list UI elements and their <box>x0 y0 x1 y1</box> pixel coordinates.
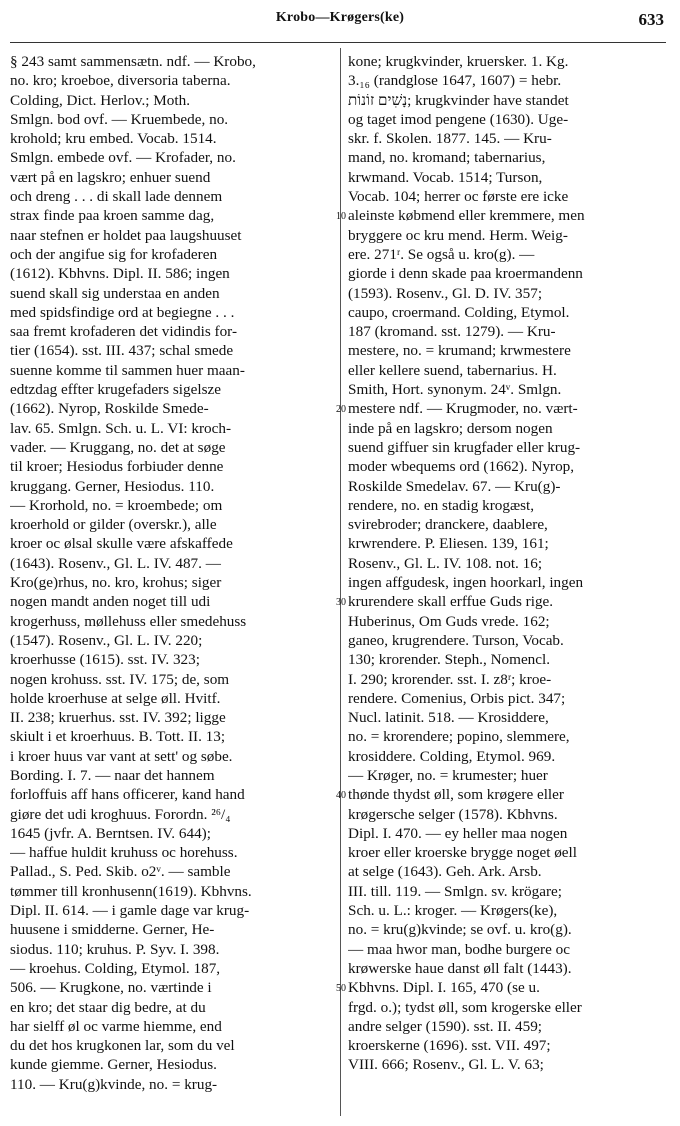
page-number: 633 <box>638 10 664 29</box>
text-line: Dipl. I. 470. — ey heller maa nogen <box>348 824 568 842</box>
text-line: Kbhvns. Dipl. I. 165, 470 (se u. <box>348 979 540 997</box>
text-line: 110. — Kru(g)kvinde, no. = krug- <box>10 1075 218 1093</box>
text-line: II. 238; kruerhus. sst. IV. 392; ligge <box>10 709 226 727</box>
right-column <box>348 52 674 1075</box>
text-line: svirebroder; dranckere, daablere, <box>348 516 548 534</box>
text-line: (1593). Rosenv., Gl. D. IV. 357; <box>348 284 543 302</box>
text-line: kone; krugkvinder, kruersker. 1. Kg. <box>348 53 569 70</box>
text-line: du det hos krugkonen lar, som du vel <box>10 1037 235 1055</box>
text-line: Sch. u. L.: kroger. — Krøgers(ke), <box>348 902 558 920</box>
text-line: kunde giemme. Gerner, Hesiodus. <box>10 1056 217 1074</box>
text-line: och dreng . . . di skall lade dennem <box>10 188 223 206</box>
text-line: skiult i et kroerhuus. B. Tott. II. 13; <box>10 728 226 746</box>
text-line: 3.₁₆ (randglose 1647, 1607) = hebr. <box>348 72 562 90</box>
text-line: och der angifue sig for krofaderen <box>10 245 218 263</box>
text-line: krwmand. Vocab. 1514; Turson, <box>348 168 543 186</box>
text-line: — kroehus. Colding, Etymol. 187, <box>10 959 221 977</box>
text-line: Dipl. II. 614. — i gamle dage var krug- <box>10 902 250 920</box>
text-line: § 243 samt sammensætn. ndf. — Krobo, <box>10 53 256 70</box>
text-line: mestere ndf. — Krugmoder, no. vært- <box>348 400 578 418</box>
line-number: 50 <box>336 983 346 995</box>
text-line: kroer oc ølsal skulle være afskaffede <box>10 535 233 553</box>
text-line: krohold; kru embed. Vocab. 1514. <box>10 130 217 148</box>
left-column <box>10 52 336 1094</box>
text-line: til kroer; Hesiodus forbiuder denne <box>10 458 224 476</box>
text-line: suend giffuer sin krugfader eller krug- <box>348 438 581 456</box>
text-line: tier (1654). sst. III. 437; schal smede <box>10 342 234 360</box>
text-line: i kroer huus var vant at sett' og søbe. <box>10 747 233 765</box>
text-line: III. till. 119. — Smlgn. sv. krögare; <box>348 882 563 900</box>
text-line: kroerhold or gilder (overskr.), alle <box>10 516 217 534</box>
text-line: frgd. o.); tydst øll, som krogerske eller <box>348 998 582 1016</box>
text-line: Smlgn. embede ovf. — Krofader, no. <box>10 149 236 167</box>
column-divider <box>340 48 341 1116</box>
text-line: caupo, croermand. Colding, Etymol. <box>348 303 570 321</box>
text-line: VIII. 666; Rosenv., Gl. L. V. 63; <box>348 1056 544 1074</box>
text-line: krurendere skall erffue Guds rige. <box>348 593 554 611</box>
text-line: Nucl. latinit. 518. — Krosiddere, <box>348 709 549 727</box>
text-line: rendere, no. en stadig krogæst, <box>348 496 535 514</box>
text-line: kroerskerne (1696). sst. VII. 497; <box>348 1037 551 1055</box>
text-line: giorde i denn skade paa kroermandenn <box>348 265 583 283</box>
text-line: ingen affgudesk, ingen hoorkarl, ingen <box>348 574 584 592</box>
line-number: 10 <box>336 211 346 223</box>
line-number: 40 <box>336 790 346 802</box>
text-line: (1662). Nyrop, Roskilde Smede- <box>10 400 209 418</box>
text-line: I. 290; krorender. sst. I. z8ʳ; kroe- <box>348 670 552 688</box>
text-line: inde på en lagskro; dersom nogen <box>348 419 553 437</box>
text-line: tømmer till kronhusenn(1619). Kbhvns. <box>10 882 252 900</box>
text-line: kroerhusse (1615). sst. IV. 323; <box>10 651 200 669</box>
text-line: krøgersche selger (1578). Kbhvns. <box>348 805 558 823</box>
text-line: rendere. Comenius, Orbis pict. 347; <box>348 689 566 707</box>
text-line: Roskilde Smedelav. 67. — Kru(g)- <box>348 477 561 495</box>
text-line: nogen krohuss. sst. IV. 175; de, som <box>10 670 230 688</box>
text-line: (1643). Rosenv., Gl. L. IV. 487. — <box>10 554 221 572</box>
text-line: ere. 271ʳ. Se også u. kro(g). — <box>348 245 535 263</box>
text-line: krogerhuss, møllehuss eller smedehuss <box>10 612 247 630</box>
text-line: Colding, Dict. Herlov.; Moth. <box>10 91 190 109</box>
text-line: — Krøger, no. = krumester; huer <box>348 766 548 784</box>
text-line: krøwerske haue danst øll falt (1443). <box>348 959 572 977</box>
text-line: Huberinus, Om Guds vrede. 162; <box>348 612 550 630</box>
text-line: at selge (1643). Geh. Ark. Arsb. <box>348 863 542 881</box>
text-line: mestere, no. = krumand; krwmestere <box>348 342 571 360</box>
text-line: edtzdag effter krugefaders sigelsze <box>10 381 221 399</box>
text-line: en kro; det staar dig bedre, at du <box>10 998 206 1016</box>
text-line: aleinste købmend eller kremmere, men <box>348 207 585 225</box>
text-line: 130; krorender. Steph., Nomencl. <box>348 651 551 669</box>
line-number: 20 <box>336 404 346 416</box>
text-line: andre selger (1590). sst. II. 459; <box>348 1017 543 1035</box>
text-line: vader. — Kruggang, no. det at søge <box>10 438 226 456</box>
text-line: med spidsfindige ord at begiegne . . . <box>10 303 235 321</box>
text-line: har sielff øl oc varme hiemme, end <box>10 1017 222 1035</box>
text-line: naar stefnen er holdet paa laugshuuset <box>10 226 242 244</box>
text-line: krosiddere. Colding, Etymol. 969. <box>348 747 556 765</box>
text-line: krwrendere. P. Eliesen. 139, 161; <box>348 535 549 553</box>
text-line: og taget imod pengene (1630). Uge- <box>348 110 569 128</box>
text-line: kroer eller kroerske brygge noget øell <box>348 844 577 862</box>
text-line: thønde thydst øll, som krøgere eller <box>348 786 564 804</box>
text-line: Vocab. 104; herrer oc første ere icke <box>348 188 569 206</box>
text-line: bryggere oc kru mend. Herm. Weig- <box>348 226 568 244</box>
text-line: huusene i smidderne. Gerner, He- <box>10 921 215 939</box>
text-line: no. = kru(g)kvinde; se ovf. u. kro(g). <box>348 921 572 939</box>
text-line: siodus. 110; kruhus. P. Syv. I. 398. <box>10 940 220 958</box>
running-head: Krobo—Krøgers(ke) <box>275 10 405 25</box>
text-line: vært på en lagskro; enhuer suend <box>10 168 211 186</box>
text-line: Smith, Hort. synonym. 24ᵛ. Smlgn. <box>348 381 562 399</box>
text-line: skr. f. Skolen. 1877. 145. — Kru- <box>348 130 552 148</box>
text-line: eller kellere suend, tabernarius. H. <box>348 361 557 379</box>
text-line: lav. 65. Smlgn. Sch. u. L. VI: kroch- <box>10 419 232 437</box>
text-line: forloffuis aff hans officerer, kand hand <box>10 786 245 804</box>
text-line: no. kro; kroeboe, diversoria taberna. <box>10 72 231 90</box>
text-line: — maa hwor man, bodhe burgere oc <box>348 940 570 958</box>
text-line: — haffue huldit kruhuss oc horehuss. <box>10 844 238 862</box>
text-line: giøre det udi kroghuus. Forordn. ²⁶/₄ <box>10 805 231 823</box>
text-line: 187 (kromand. sst. 1279). — Kru- <box>348 323 556 341</box>
text-line: strax finde paa kroen samme dag, <box>10 207 215 225</box>
line-number: 30 <box>336 597 346 609</box>
text-line: — Krorhold, no. = kroembede; om <box>10 496 223 514</box>
text-line: Rosenv., Gl. L. IV. 108. not. 16; <box>348 554 543 572</box>
text-line: Smlgn. bod ovf. — Kruembede, no. <box>10 110 229 128</box>
text-line: suend skall sig understaa en anden <box>10 284 220 302</box>
text-line: Bording. I. 7. — naar det hannem <box>10 766 215 784</box>
header-rule <box>10 42 666 43</box>
text-line: ganeo, krugrendere. Turson, Vocab. <box>348 631 564 649</box>
text-line: 1645 (jvfr. A. Berntsen. IV. 644); <box>10 824 211 842</box>
text-line: (1612). Kbhvns. Dipl. II. 586; ingen <box>10 265 230 283</box>
text-line: נָשִׁים זוֹנוֹת; krugkvinder have standet <box>348 91 569 109</box>
text-line: Kro(ge)rhus, no. kro, krohus; siger <box>10 574 222 592</box>
text-line: saa fremt krofaderen det vidindis for- <box>10 323 237 341</box>
text-line: no. = krorendere; popino, slemmere, <box>348 728 570 746</box>
page-header <box>0 0 680 40</box>
text-line: (1547). Rosenv., Gl. L. IV. 220; <box>10 631 203 649</box>
text-line: 506. — Krugkone, no. værtinde i <box>10 979 212 997</box>
text-line: nogen mandt anden noget till udi <box>10 593 211 611</box>
text-line: moder wbequems ord (1662). Nyrop, <box>348 458 575 476</box>
text-line: holde kroerhuse at selge øll. Hvitf. <box>10 689 221 707</box>
text-line: suenne komme til sammen huer maan- <box>10 361 245 379</box>
text-line: mand, no. kromand; tabernarius, <box>348 149 546 167</box>
text-line: kruggang. Gerner, Hesiodus. 110. <box>10 477 215 495</box>
text-line: Pallad., S. Ped. Skib. o2ᵛ. — samble <box>10 863 231 881</box>
